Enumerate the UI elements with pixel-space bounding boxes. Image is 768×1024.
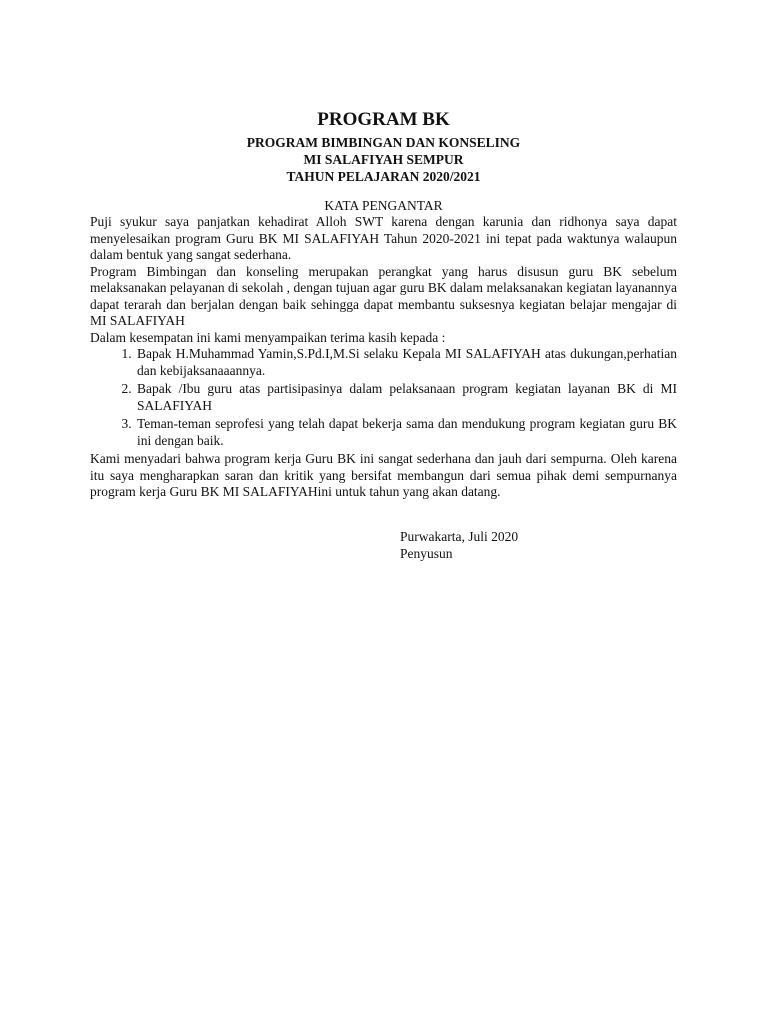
thanks-list-item: 3. Teman-teman seprofesi yang telah dapat bekerja sama dan mendukung program kegiatan guru BK ini dengan baik. [135, 416, 677, 449]
program-name: PROGRAM BIMBINGAN DAN KONSELING [246, 135, 521, 150]
foreword-paragraph-3: Dalam kesempatan ini kami menyampaikan terima kasih kepada : [90, 329, 446, 345]
foreword-paragraph-4: Kami menyadari bahwa program kerja Guru BK ini sangat sederhana dan jauh dari sempurna. Oleh karena itu saya mengharapkan saran dan kritik yang bersifat membangun dari semua pihak demi sempurnanya program kerja Guru BK MI SALAFIYAHini untuk tahun yang akan datang. [90, 451, 677, 499]
document-title: PROGRAM BK [317, 109, 450, 130]
thanks-list-item: 1. Bapak H.Muhammad Yamin,S.Pd.I,M.Si selaku Kepala MI SALAFIYAH atas dukungan,perhatian dan kebijaksanaaannya. [135, 346, 677, 379]
signature-place-date: Purwakarta, Juli 2020 [400, 529, 519, 544]
thanks-list [90, 346, 677, 449]
academic-year: TAHUN PELAJARAN 2020/2021 [286, 169, 481, 184]
thanks-list-item: 2. Bapak /Ibu guru atas partisipasinya dalam pelaksanaan program kegiatan layanan BK di MI SALAFIYAH [135, 381, 677, 414]
foreword-heading: KATA PENGANTAR [324, 198, 443, 213]
foreword-paragraph-2: Program Bimbingan dan konseling merupakan perangkat yang harus disusun guru BK sebelum melaksanakan pelayanan di sekolah , dengan tujuan agar guru BK dalam melaksanakan kegiatan layanannya dapat terarah dan berjalan dengan baik sehingga dapat membantu suksesnya kegiatan belajar mengajar di MI SALAFIYAH [90, 263, 677, 328]
school-name: MI SALAFIYAH SEMPUR [303, 152, 464, 167]
document-page [90, 108, 677, 561]
signature-role: Penyusun [400, 546, 453, 561]
signature-block [400, 528, 518, 562]
foreword-paragraph-1: Puji syukur saya panjatkan kehadirat Alloh SWT karena dengan karunia dan ridhonya saya dapat menyelesaikan program Guru BK MI SALAFIYAH Tahun 2020-2021 ini tepat pada waktunya walaupun dalam bentuk yang sangat sederhana. [90, 214, 677, 262]
